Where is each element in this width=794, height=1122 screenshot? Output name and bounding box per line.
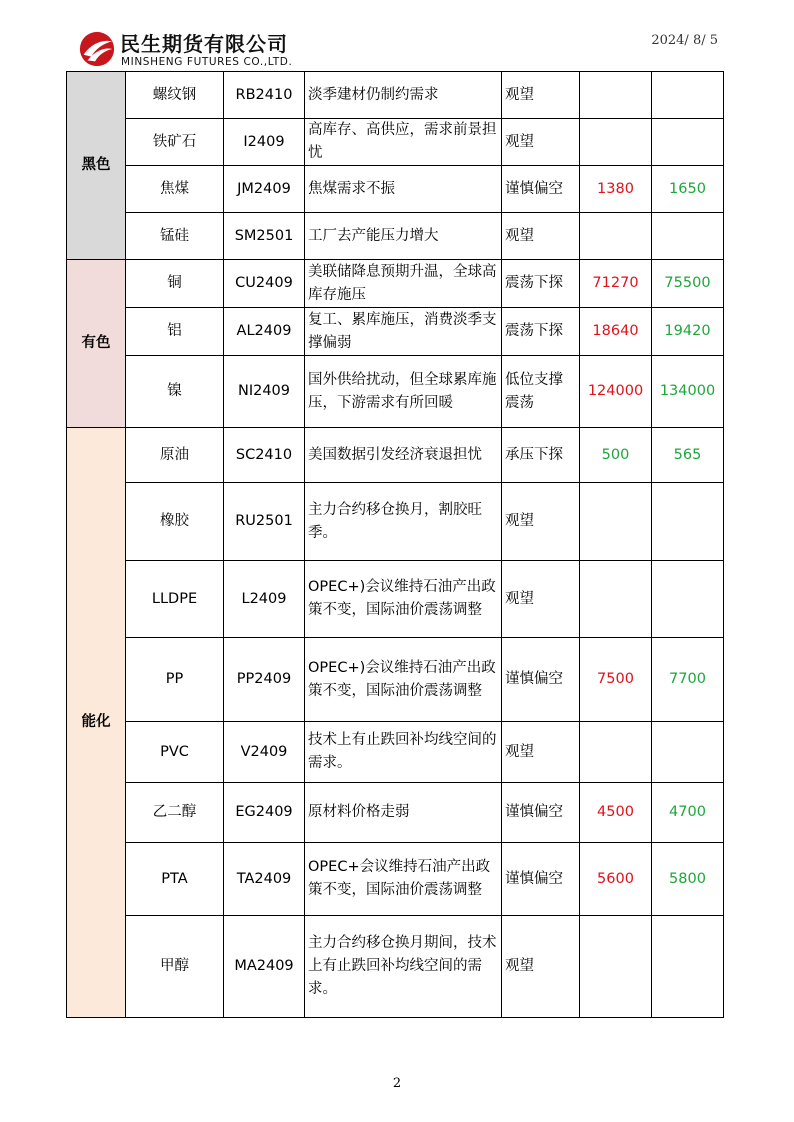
- view-text: 谨慎偏空: [502, 783, 580, 843]
- support-price: 18640: [580, 308, 652, 356]
- contract-code: PP2409: [224, 638, 305, 722]
- table-row: [67, 428, 724, 483]
- contract-code: JM2409: [224, 166, 305, 213]
- contract-code: SM2501: [224, 213, 305, 260]
- support-price: [580, 722, 652, 783]
- product-name: 锰硅: [126, 213, 224, 260]
- logic-text: 主力合约移仓换月期间，技术上有止跌回补均线空间的需求。: [305, 916, 502, 1018]
- contract-code: V2409: [224, 722, 305, 783]
- page-header: [0, 0, 794, 72]
- table-row: [67, 638, 724, 722]
- logic-text: 焦煤需求不振: [305, 166, 502, 213]
- product-name: LLDPE: [126, 561, 224, 638]
- contract-code: TA2409: [224, 843, 305, 916]
- view-text: 观望: [502, 561, 580, 638]
- contract-code: I2409: [224, 119, 305, 166]
- resistance-price: 565: [652, 428, 724, 483]
- logic-text: 淡季建材仍制约需求: [305, 72, 502, 119]
- view-text: 震荡下探: [502, 260, 580, 308]
- product-name: 铝: [126, 308, 224, 356]
- view-text: 观望: [502, 72, 580, 119]
- report-date: 2024/ 8/ 5: [651, 33, 718, 48]
- page-number: 2: [392, 1076, 402, 1091]
- resistance-price: 7700: [652, 638, 724, 722]
- product-name: 镍: [126, 356, 224, 428]
- logic-text: 工厂去产能压力增大: [305, 213, 502, 260]
- support-price: [580, 213, 652, 260]
- resistance-price: [652, 561, 724, 638]
- support-price: [580, 561, 652, 638]
- support-price: 1380: [580, 166, 652, 213]
- table-row: [67, 722, 724, 783]
- resistance-price: [652, 483, 724, 561]
- support-price: 124000: [580, 356, 652, 428]
- product-name: 橡胶: [126, 483, 224, 561]
- logic-text: 主力合约移仓换月，割胶旺季。: [305, 483, 502, 561]
- product-name: 铜: [126, 260, 224, 308]
- table-row: [67, 483, 724, 561]
- logic-text: 技术上有止跌回补均线空间的需求。: [305, 722, 502, 783]
- contract-code: SC2410: [224, 428, 305, 483]
- view-text: 观望: [502, 722, 580, 783]
- product-name: 螺纹钢: [126, 72, 224, 119]
- futures-view-table: [66, 71, 724, 1018]
- logic-text: OPEC+)会议维持石油产出政策不变，国际油价震荡调整: [305, 638, 502, 722]
- product-name: 甲醇: [126, 916, 224, 1018]
- logic-text: OPEC+)会议维持石油产出政策不变，国际油价震荡调整: [305, 561, 502, 638]
- contract-code: EG2409: [224, 783, 305, 843]
- category-cell: 有色: [67, 260, 126, 428]
- contract-code: CU2409: [224, 260, 305, 308]
- logic-text: 美联储降息预期升温，全球高库存施压: [305, 260, 502, 308]
- support-price: 71270: [580, 260, 652, 308]
- contract-code: AL2409: [224, 308, 305, 356]
- resistance-price: [652, 119, 724, 166]
- logic-text: 国外供给扰动，但全球累库施压，下游需求有所回暖: [305, 356, 502, 428]
- support-price: [580, 72, 652, 119]
- contract-code: L2409: [224, 561, 305, 638]
- view-text: 谨慎偏空: [502, 638, 580, 722]
- logic-text: 美国数据引发经济衰退担忧: [305, 428, 502, 483]
- contract-code: NI2409: [224, 356, 305, 428]
- product-name: 焦煤: [126, 166, 224, 213]
- product-name: PTA: [126, 843, 224, 916]
- resistance-price: [652, 213, 724, 260]
- support-price: [580, 916, 652, 1018]
- table-row: [67, 356, 724, 428]
- resistance-price: [652, 72, 724, 119]
- table-row: [67, 213, 724, 260]
- product-name: 原油: [126, 428, 224, 483]
- product-name: PP: [126, 638, 224, 722]
- view-text: 观望: [502, 119, 580, 166]
- product-name: 乙二醇: [126, 783, 224, 843]
- view-text: 观望: [502, 483, 580, 561]
- minsheng-logo-icon: [78, 30, 116, 68]
- resistance-price: [652, 722, 724, 783]
- support-price: 500: [580, 428, 652, 483]
- view-text: 观望: [502, 916, 580, 1018]
- logic-text: 高库存、高供应，需求前景担忧: [305, 119, 502, 166]
- resistance-price: 134000: [652, 356, 724, 428]
- logic-text: OPEC+会议维持石油产出政策不变，国际油价震荡调整: [305, 843, 502, 916]
- table-row: [67, 166, 724, 213]
- resistance-price: 75500: [652, 260, 724, 308]
- category-cell: 黑色: [67, 72, 126, 260]
- resistance-price: 5800: [652, 843, 724, 916]
- resistance-price: 1650: [652, 166, 724, 213]
- company-logo: [78, 26, 318, 72]
- resistance-price: [652, 916, 724, 1018]
- support-price: [580, 483, 652, 561]
- table-row: [67, 916, 724, 1018]
- company-name-en: MINSHENG FUTURES CO.,LTD.: [121, 56, 293, 68]
- support-price: 7500: [580, 638, 652, 722]
- view-text: 低位支撑震荡: [502, 356, 580, 428]
- view-text: 震荡下探: [502, 308, 580, 356]
- view-text: 谨慎偏空: [502, 166, 580, 213]
- view-text: 观望: [502, 213, 580, 260]
- support-price: 5600: [580, 843, 652, 916]
- logic-text: 原材料价格走弱: [305, 783, 502, 843]
- table-row: [67, 308, 724, 356]
- product-name: 铁矿石: [126, 119, 224, 166]
- view-text: 谨慎偏空: [502, 843, 580, 916]
- product-name: PVC: [126, 722, 224, 783]
- company-name-cn: 民生期货有限公司: [120, 32, 288, 56]
- logic-text: 复工、累库施压，消费淡季支撑偏弱: [305, 308, 502, 356]
- view-text: 承压下探: [502, 428, 580, 483]
- table-row: [67, 783, 724, 843]
- contract-code: MA2409: [224, 916, 305, 1018]
- table-row: [67, 843, 724, 916]
- support-price: 4500: [580, 783, 652, 843]
- resistance-price: 4700: [652, 783, 724, 843]
- contract-code: RB2410: [224, 72, 305, 119]
- support-price: [580, 119, 652, 166]
- resistance-price: 19420: [652, 308, 724, 356]
- contract-code: RU2501: [224, 483, 305, 561]
- category-cell: 能化: [67, 428, 126, 1018]
- table-row: [67, 561, 724, 638]
- table-row: [67, 72, 724, 119]
- table-row: [67, 119, 724, 166]
- table-row: [67, 260, 724, 308]
